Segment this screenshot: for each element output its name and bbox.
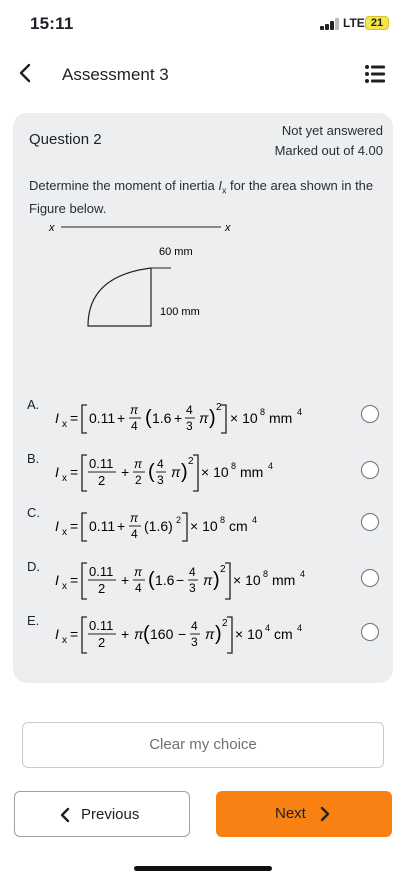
- svg-text:× 10: × 10: [235, 626, 263, 642]
- radio-b[interactable]: [361, 461, 379, 479]
- svg-text:× 10: × 10: [201, 464, 229, 480]
- svg-text:0.11: 0.11: [89, 410, 116, 426]
- svg-text:3: 3: [157, 473, 164, 487]
- chevron-left-icon[interactable]: [14, 61, 38, 85]
- svg-text:x: x: [62, 581, 67, 592]
- next-label: Next: [275, 805, 306, 822]
- dimension-60: 60 mm: [159, 246, 193, 258]
- dimension-100: 100 mm: [160, 306, 200, 318]
- list-menu-icon[interactable]: [363, 62, 387, 86]
- marks-label: Marked out of 4.00: [274, 143, 383, 158]
- option-letter: C.: [27, 505, 40, 520]
- option-letter: B.: [27, 451, 40, 466]
- svg-text:1.6: 1.6: [155, 572, 175, 588]
- formula-d: [41, 555, 351, 603]
- svg-text:+: +: [121, 626, 130, 642]
- option-c[interactable]: [27, 505, 387, 555]
- svg-text:1.6: 1.6: [152, 410, 172, 426]
- home-indicator: [134, 866, 272, 871]
- svg-text:+: +: [117, 410, 126, 426]
- svg-text:4: 4: [186, 403, 193, 417]
- svg-text:4: 4: [189, 565, 196, 579]
- svg-text:× 10: × 10: [190, 518, 218, 534]
- svg-text:2: 2: [98, 581, 106, 596]
- svg-text:π: π: [205, 626, 215, 642]
- svg-text:=: =: [70, 518, 79, 534]
- svg-text:8: 8: [231, 461, 237, 471]
- option-letter: D.: [27, 559, 40, 574]
- svg-text:3: 3: [191, 635, 198, 649]
- svg-text:(: (: [143, 623, 150, 645]
- svg-text:2: 2: [98, 473, 106, 488]
- svg-text:π: π: [203, 572, 213, 588]
- nav-bar: [0, 52, 406, 96]
- svg-text:× 10: × 10: [233, 572, 261, 588]
- svg-text:+: +: [174, 410, 183, 426]
- svg-text:cm: cm: [229, 518, 248, 534]
- svg-text:2: 2: [176, 515, 182, 525]
- clock-time: 15:11: [30, 14, 74, 33]
- svg-text:4: 4: [252, 515, 258, 525]
- svg-text:4: 4: [297, 623, 303, 633]
- svg-text:−: −: [176, 572, 185, 588]
- question-card: [13, 113, 393, 683]
- svg-text:2: 2: [98, 635, 106, 650]
- svg-text:π: π: [199, 410, 209, 426]
- svg-text:x: x: [62, 419, 67, 430]
- option-b[interactable]: [27, 451, 387, 501]
- status-bar: [0, 0, 406, 48]
- svg-text:π: π: [134, 626, 144, 642]
- svg-text:2: 2: [216, 402, 222, 413]
- svg-text:π: π: [130, 511, 139, 525]
- svg-text:2: 2: [220, 564, 226, 575]
- svg-text:): ): [181, 461, 188, 483]
- answer-state: Not yet answered: [281, 123, 383, 138]
- svg-text:I: I: [55, 410, 59, 426]
- previous-button[interactable]: [14, 791, 190, 837]
- svg-text:2: 2: [188, 456, 194, 467]
- svg-text:2: 2: [135, 473, 142, 487]
- svg-text:3: 3: [189, 581, 196, 595]
- signal-icon: [320, 18, 340, 30]
- svg-text:π: π: [134, 565, 143, 579]
- radio-c[interactable]: [361, 513, 379, 531]
- svg-text:(: (: [148, 569, 155, 591]
- clear-choice-button[interactable]: Clear my choice: [22, 722, 384, 768]
- battery-icon: 21: [365, 16, 389, 30]
- svg-text:−: −: [178, 626, 187, 642]
- chevron-right-icon: [319, 806, 331, 822]
- svg-text:4: 4: [268, 461, 274, 471]
- svg-text:=: =: [70, 572, 79, 588]
- formula-e: [41, 609, 351, 657]
- svg-text:8: 8: [220, 515, 226, 525]
- network-label: LTE: [343, 16, 365, 30]
- svg-text:2: 2: [222, 618, 228, 629]
- chevron-left-icon: [59, 807, 71, 823]
- svg-text:4: 4: [135, 581, 142, 595]
- svg-text:4: 4: [300, 569, 306, 579]
- svg-text:+: +: [117, 518, 126, 534]
- area-figure: [43, 223, 233, 333]
- svg-text:(1.6): (1.6): [144, 518, 173, 534]
- svg-text:4: 4: [157, 457, 164, 471]
- svg-text:4: 4: [191, 619, 198, 633]
- svg-text:0.11: 0.11: [89, 456, 114, 471]
- option-letter: E.: [27, 613, 40, 628]
- svg-text:I: I: [55, 464, 59, 480]
- svg-text:mm: mm: [240, 464, 264, 480]
- axis-label-right: x: [225, 223, 231, 234]
- svg-text:I: I: [55, 626, 59, 642]
- svg-text:× 10: × 10: [230, 410, 258, 426]
- svg-text:I: I: [55, 518, 59, 534]
- svg-text:4: 4: [131, 527, 138, 541]
- svg-text:8: 8: [260, 407, 266, 417]
- question-text: Determine the moment of inertia $I_x$ for the area shown in the Figure below.: [29, 178, 374, 216]
- svg-text:π: π: [130, 403, 139, 417]
- svg-text:(: (: [145, 407, 152, 429]
- svg-text:0.11: 0.11: [89, 518, 116, 534]
- option-d[interactable]: [27, 559, 387, 609]
- radio-d[interactable]: [361, 569, 379, 587]
- svg-text:mm: mm: [272, 572, 296, 588]
- previous-label: Previous: [81, 806, 140, 823]
- svg-text:): ): [213, 569, 220, 591]
- svg-text:): ): [215, 623, 222, 645]
- question-status: [275, 121, 383, 161]
- formula-c: [41, 501, 351, 549]
- svg-text:x: x: [62, 527, 67, 538]
- radio-e[interactable]: [361, 623, 379, 641]
- svg-text:+: +: [121, 572, 130, 588]
- svg-text:cm: cm: [274, 626, 293, 642]
- svg-text:=: =: [70, 464, 79, 480]
- svg-text:0.11: 0.11: [89, 564, 114, 579]
- svg-text:8: 8: [263, 569, 269, 579]
- svg-text:(: (: [148, 461, 155, 483]
- svg-text:4: 4: [131, 419, 138, 433]
- svg-text:x: x: [62, 473, 67, 484]
- next-button[interactable]: [216, 791, 392, 837]
- svg-text:=: =: [70, 626, 79, 642]
- axis-label-left: x: [49, 223, 55, 234]
- radio-a[interactable]: [361, 405, 379, 423]
- option-letter: A.: [27, 397, 40, 412]
- svg-text:160: 160: [150, 626, 174, 642]
- svg-text:I: I: [55, 572, 59, 588]
- svg-text:3: 3: [186, 419, 193, 433]
- formula-a: [41, 393, 351, 441]
- svg-text:π: π: [134, 457, 143, 471]
- svg-text:mm: mm: [269, 410, 293, 426]
- option-e[interactable]: [27, 613, 387, 663]
- question-number: Question 2: [29, 131, 102, 148]
- svg-text:0.11: 0.11: [89, 618, 114, 633]
- svg-text:π: π: [171, 464, 181, 480]
- svg-text:): ): [209, 407, 216, 429]
- svg-text:x: x: [62, 635, 67, 646]
- svg-text:4: 4: [265, 623, 271, 633]
- option-a[interactable]: [27, 397, 387, 447]
- page-title: Assessment 3: [62, 65, 169, 84]
- svg-text:+: +: [121, 464, 130, 480]
- svg-text:=: =: [70, 410, 79, 426]
- svg-text:4: 4: [297, 407, 303, 417]
- formula-b: [41, 447, 351, 495]
